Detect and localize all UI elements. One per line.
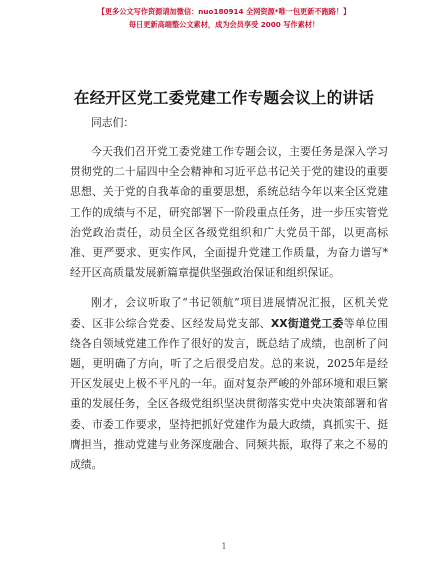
document-title: 在经开区党工委党建工作专题会议上的讲话: [73, 89, 375, 107]
promo-banner: [0, 6, 448, 31]
promo-banner-line-1: 【更多公文写作资源请加微信：nuo180914 全网资源*唯一包更新不跑路！】: [97, 7, 351, 16]
paragraph-2-text-after: 等单位围绕各自领域党建工作作了很好的发言，既总结了成绩，也剖析了问题，更明确了方向，听了之后很受启发。总的来说，2025年是经开区发展史上极不平凡的一年。面对复杂严峻的外部环境和艰巨繁重的发展任务，全区各级党组织坚决贯彻落实党中央决策部署和省委、市委工作要求，坚持把抓好党建作为最大政绩，真抓实干、挺膺担当，推动党建与业务深度融合、同频共振，取得了来之不易的成绩。: [70, 316, 389, 472]
page-number: 1: [221, 542, 227, 551]
document-body: [70, 113, 388, 475]
paragraph-2-text-before: 刚才，会议听取了“书记领航”项目进展情况汇报，区机关党委、区非公综合党委、区经发局党支部、: [70, 296, 388, 330]
paragraph-2-emphasis: XX街道党工委: [270, 316, 344, 330]
salutation: 同志们：: [91, 116, 135, 129]
paragraph-1: 今天我们召开党工委党建工作专题会议，主要任务是深入学习贯彻党的二十届四中全会精神和习近平总书记关于党的建设的重要思想、关于党的自我革命的重要思想，系统总结今年以来全区党建工作的成绩与不足，研究部署下一阶段重点任务，进一步压实管党治党政治责任，动员全区各级党组织和广大党员干部，以更高标准、更严要求、更实作风，全面提升党建工作质量，为奋力谱写*经开区高质量发展新篇章提供坚强政治保证和组织保证。: [70, 145, 388, 280]
paragraph-2: [70, 293, 388, 475]
promo-banner-line-2: 每日更新高端整公文素材，成为会员享受 2000 写作素材！: [128, 20, 320, 29]
